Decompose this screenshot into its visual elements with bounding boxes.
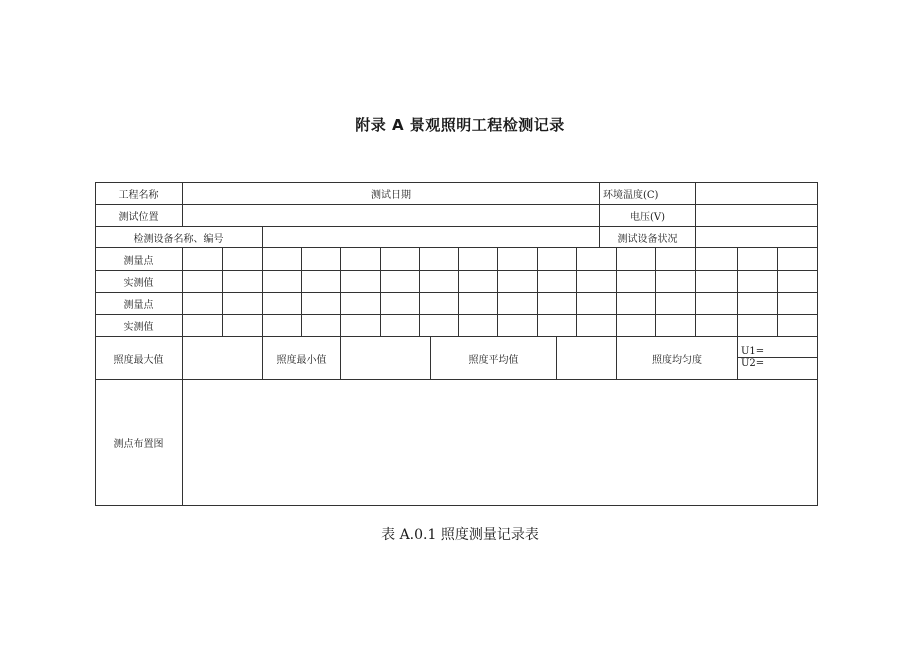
measure-cell[interactable] <box>778 315 818 337</box>
measure-cell[interactable] <box>617 293 656 315</box>
equipment-value[interactable] <box>263 227 600 248</box>
measure-cell[interactable] <box>183 271 223 293</box>
measure-cell[interactable] <box>538 248 577 271</box>
measure-cell[interactable] <box>738 248 778 271</box>
measure-cell[interactable] <box>263 293 302 315</box>
min-illuminance-label: 照度最小值 <box>263 337 341 380</box>
max-illuminance-value[interactable] <box>183 337 263 380</box>
measure-cell[interactable] <box>538 293 577 315</box>
measure-cell[interactable] <box>577 315 617 337</box>
measure-cell[interactable] <box>263 271 302 293</box>
measure-cell[interactable] <box>381 248 420 271</box>
equipment-status-label: 测试设备状况 <box>600 227 696 248</box>
layout-diagram-label: 测点布置图 <box>95 380 183 506</box>
measure-cell[interactable] <box>302 315 341 337</box>
test-location-value[interactable] <box>183 205 600 227</box>
measure-cell[interactable] <box>577 293 617 315</box>
voltage-value[interactable] <box>696 205 818 227</box>
measure-cell[interactable] <box>538 271 577 293</box>
test-date-label: 测试日期 <box>183 182 600 205</box>
measure-cell[interactable] <box>420 271 459 293</box>
measure-cell[interactable] <box>459 271 498 293</box>
layout-diagram-area[interactable] <box>183 380 818 506</box>
document-title: 附录 A 景观照明工程检测记录 <box>355 116 565 134</box>
measure-cell[interactable] <box>498 271 538 293</box>
measure-cell[interactable] <box>381 293 420 315</box>
measure-cell[interactable] <box>341 248 381 271</box>
measure-cell[interactable] <box>656 248 696 271</box>
measure-cell[interactable] <box>183 293 223 315</box>
measure-cell[interactable] <box>738 271 778 293</box>
measure-cell[interactable] <box>498 293 538 315</box>
measure-cell[interactable] <box>263 315 302 337</box>
measure-cell[interactable] <box>696 248 738 271</box>
measure-cell[interactable] <box>381 315 420 337</box>
measure-cell[interactable] <box>223 248 263 271</box>
equipment-status-value[interactable] <box>696 227 818 248</box>
measure-point-label-1: 测量点 <box>95 248 183 271</box>
avg-illuminance-value[interactable] <box>557 337 617 380</box>
ambient-temp-value[interactable] <box>696 182 818 205</box>
measured-value-label-2: 实测值 <box>95 315 183 337</box>
u1-field[interactable]: U1= <box>738 337 818 358</box>
measure-cell[interactable] <box>420 248 459 271</box>
measure-cell[interactable] <box>223 271 263 293</box>
measure-cell[interactable] <box>617 271 656 293</box>
measure-cell[interactable] <box>538 315 577 337</box>
measure-cell[interactable] <box>498 248 538 271</box>
measure-cell[interactable] <box>223 315 263 337</box>
measure-cell[interactable] <box>577 248 617 271</box>
measure-cell[interactable] <box>738 293 778 315</box>
measure-cell[interactable] <box>696 293 738 315</box>
ambient-temp-label: 环境温度(C) <box>600 182 696 205</box>
measure-cell[interactable] <box>459 248 498 271</box>
measure-cell[interactable] <box>696 315 738 337</box>
inspection-record-table <box>95 182 818 506</box>
measured-value-label-1: 实测值 <box>95 271 183 293</box>
measure-cell[interactable] <box>617 315 656 337</box>
measure-cell[interactable] <box>420 293 459 315</box>
measure-cell[interactable] <box>577 271 617 293</box>
avg-illuminance-label: 照度平均值 <box>431 337 557 380</box>
measure-cell[interactable] <box>302 293 341 315</box>
uniformity-label: 照度均匀度 <box>617 337 738 380</box>
measure-point-label-2: 测量点 <box>95 293 183 315</box>
measure-cell[interactable] <box>498 315 538 337</box>
measure-cell[interactable] <box>778 248 818 271</box>
measure-cell[interactable] <box>778 293 818 315</box>
measure-cell[interactable] <box>381 271 420 293</box>
measure-cell[interactable] <box>263 248 302 271</box>
test-location-label: 测试位置 <box>95 205 183 227</box>
table-caption: 表 A.0.1 照度测量记录表 <box>381 527 539 543</box>
measure-cell[interactable] <box>738 315 778 337</box>
measure-cell[interactable] <box>617 248 656 271</box>
measure-cell[interactable] <box>696 271 738 293</box>
min-illuminance-value[interactable] <box>341 337 431 380</box>
voltage-label: 电压(V) <box>600 205 696 227</box>
max-illuminance-label: 照度最大值 <box>95 337 183 380</box>
measure-cell[interactable] <box>656 271 696 293</box>
measure-cell[interactable] <box>420 315 459 337</box>
measure-cell[interactable] <box>302 271 341 293</box>
measure-cell[interactable] <box>341 315 381 337</box>
measure-cell[interactable] <box>778 271 818 293</box>
u2-field[interactable]: U2= <box>738 358 818 380</box>
equipment-label: 检测设备名称、编号 <box>95 227 263 248</box>
measure-cell[interactable] <box>459 293 498 315</box>
measure-cell[interactable] <box>302 248 341 271</box>
measure-cell[interactable] <box>341 271 381 293</box>
measure-cell[interactable] <box>183 315 223 337</box>
measure-cell[interactable] <box>656 293 696 315</box>
measure-cell[interactable] <box>459 315 498 337</box>
measure-cell[interactable] <box>183 248 223 271</box>
project-name-label: 工程名称 <box>95 182 183 205</box>
measure-cell[interactable] <box>341 293 381 315</box>
measure-cell[interactable] <box>656 315 696 337</box>
measure-cell[interactable] <box>223 293 263 315</box>
